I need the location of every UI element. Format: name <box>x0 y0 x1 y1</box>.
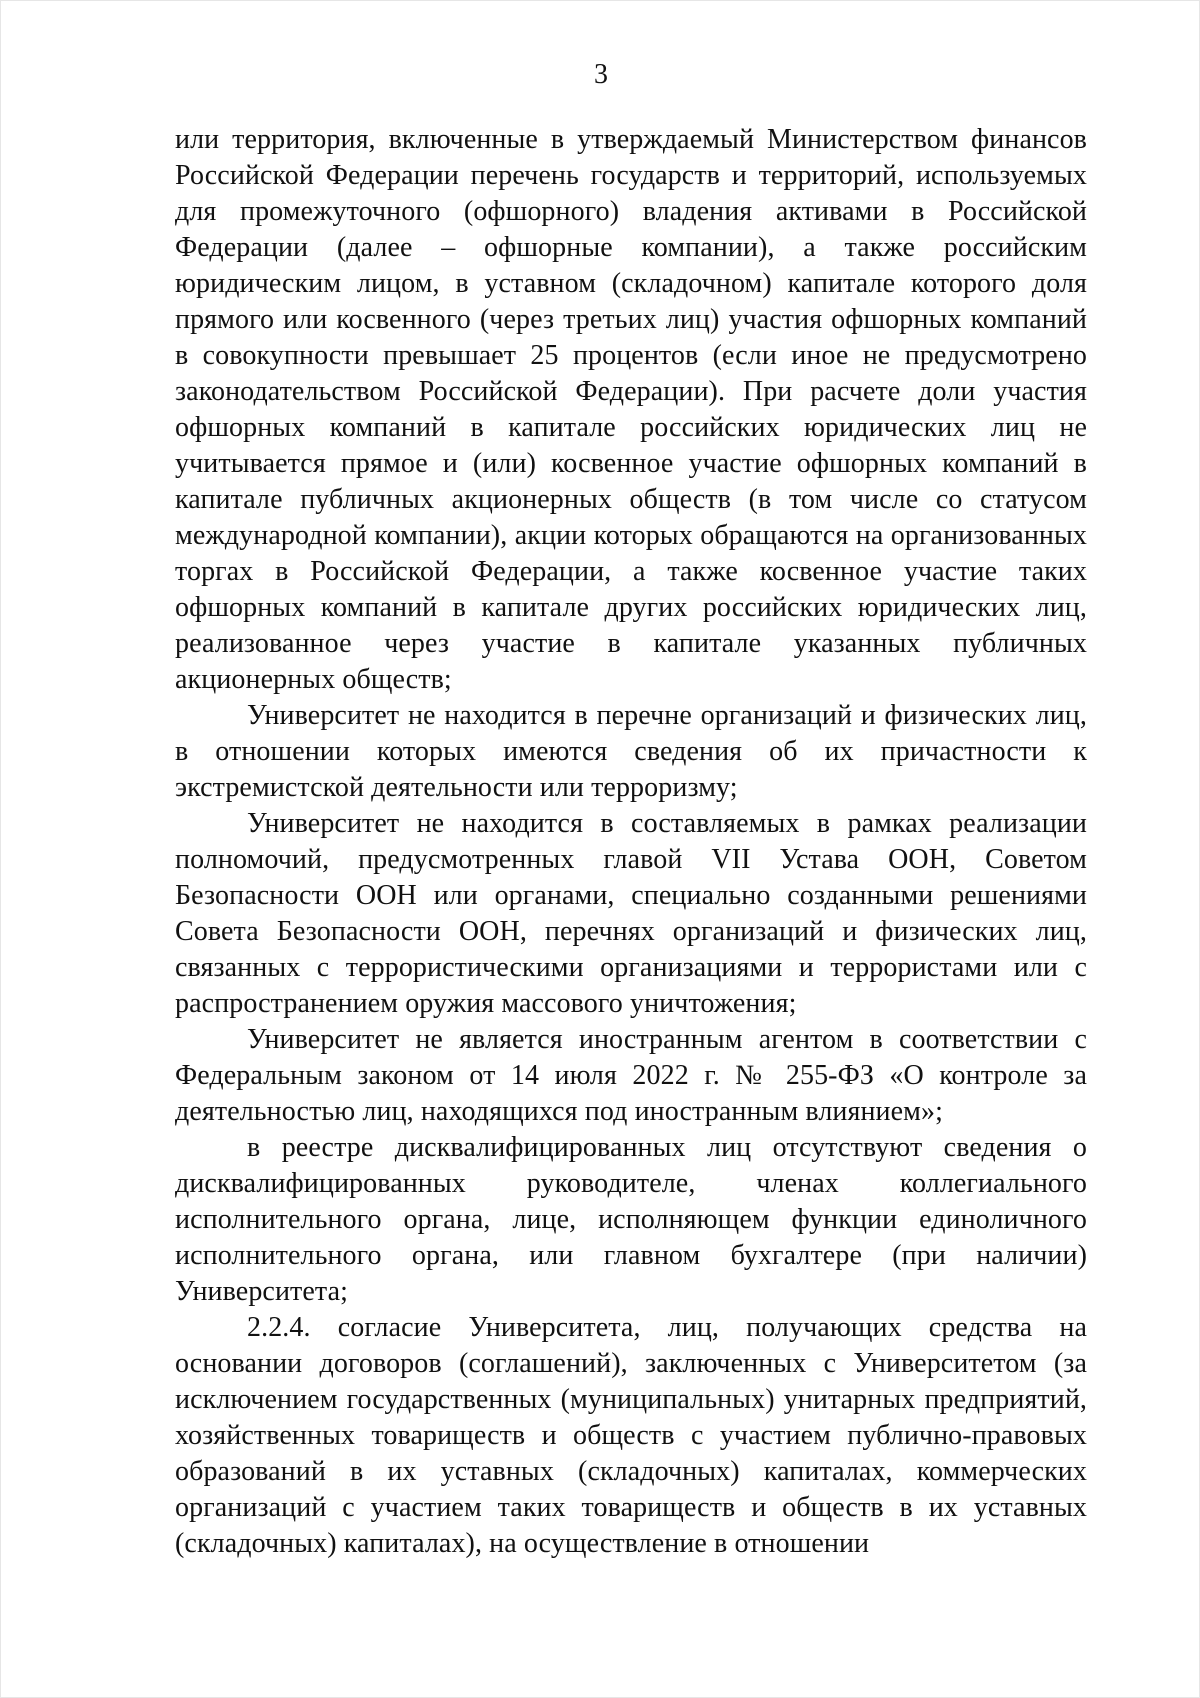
paragraph-extremism-list: Университет не находится в перечне организаций и физических лиц, в отношении которых имеются сведения об их причастности к экстремистской деятельности или терроризму; <box>175 700 1087 803</box>
paragraph-foreign-agent: Университет не является иностранным агентом в соответствии с Федеральным законом от 14 июля 2022 г. № 255-ФЗ «О контроле за деятельностью лиц, находящихся под иностранным влиянием»; <box>175 1024 1087 1127</box>
paragraph-clause-2-2-4: 2.2.4. согласие Университета, лиц, получающих средства на основании договоров (соглашений), заключенных с Университетом (за исключением государственных (муниципальных) унитарных предприятий, хозяйственных товариществ и обществ с участием публично-правовых образований в их уставных (складочных) капиталах, коммерческих организаций с участием таких товариществ и обществ в их уставных (складочных) капиталах), на осуществление в отношении <box>175 1312 1087 1559</box>
document-body <box>175 122 1087 1562</box>
page-number: 3 <box>594 59 608 90</box>
paragraph-un-security-council-list: Университет не находится в составляемых в рамках реализации полномочий, предусмотренных главой VII Устава ООН, Советом Безопасности ООН или органами, специально созданными решениями Совета Безопасности ООН, перечнях организаций и физических лиц, связанных с террористическими организациями и террористами или с распространением оружия массового уничтожения; <box>175 808 1087 1019</box>
paragraph-disqualified-persons: в реестре дисквалифицированных лиц отсутствуют сведения о дисквалифицированных руководителе, членах коллегиального исполнительного органа, лице, исполняющем функции единоличного исполнительного органа, или главном бухгалтере (при наличии) Университета; <box>175 1132 1087 1307</box>
paragraph-offshore-companies: или территория, включенные в утверждаемый Министерством финансов Российской Федерации перечень государств и территорий, используемых для промежуточного (офшорного) владения активами в Российской Федерации (далее – офшорные компании), а также российским юридическим лицом, в уставном (складочном) капитале которого доля прямого или косвенного (через третьих лиц) участия офшорных компаний в совокупности превышает 25 процентов (если иное не предусмотрено законодательством Российской Федерации). При расчете доли участия офшорных компаний в капитале российских юридических лиц не учитывается прямое и (или) косвенное участие офшорных компаний в капитале публичных акционерных обществ (в том числе со статусом международной компании), акции которых обращаются на организованных торгах в Российской Федерации, а также косвенное участие таких офшорных компаний в капитале других российских юридических лиц, реализованное через участие в капитале указанных публичных акционерных обществ; <box>175 124 1087 695</box>
